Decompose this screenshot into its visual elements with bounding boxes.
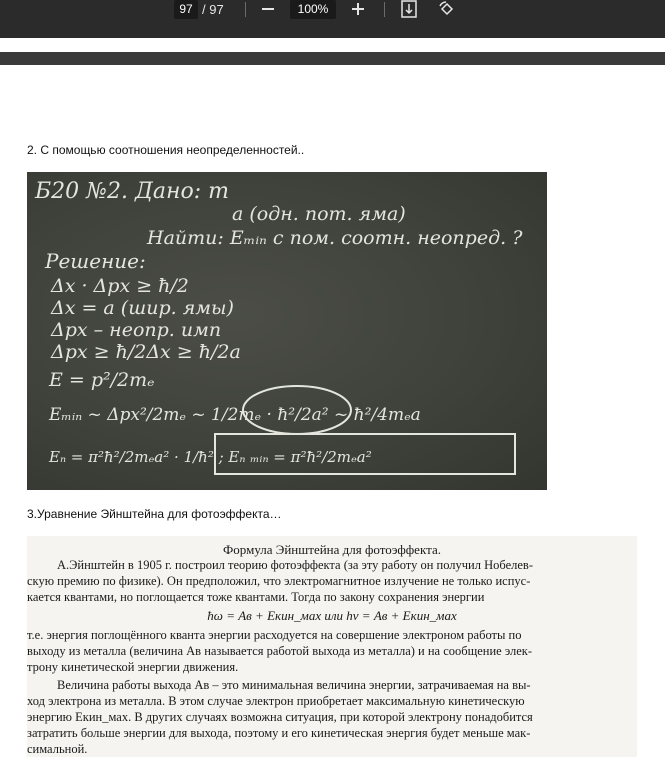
- scan-line: т.е. энергия поглощённого кванта энергии расходуется на совершение электроном работы по: [27, 628, 522, 642]
- scan-line: затратить больше энергии для выхода, поэтому и его кинетическая энергия будет меньше мак-: [27, 726, 531, 740]
- scan-title: Формула Эйнштейна для фотоэффекта.: [223, 542, 441, 557]
- hw-line-10: Eₘᵢₙ ~ Δpx²/2mₑ ~ 1/2mₑ · ħ²/2a² ~ ħ²/4mₑa: [49, 405, 421, 425]
- hw-line-6: Δx = a (шир. ямы): [51, 297, 234, 319]
- scan-line: Величина работы выхода Aв – это минимальная величина энергии, затрачиваемая на вы-: [57, 678, 531, 692]
- hw-line-8: Δpx ≥ ħ/2Δx ≥ ħ/2a: [51, 341, 241, 363]
- hw-line-1: Б20 №2. Дано: m: [35, 179, 229, 204]
- zoom-out-button[interactable]: [258, 0, 278, 19]
- scan-line: скую премию по физике). Он предположил, что электромагнитное излучение не только испус-: [27, 574, 531, 588]
- zoom-level-input[interactable]: 100%: [290, 0, 336, 19]
- hw-line-11: Eₙ = π²ħ²/2mₑa² · 1/ħ² ; Eₙ ₘᵢₙ = π²ħ²/2mₑa²: [49, 448, 372, 466]
- scan-line: А.Эйнштейн в 1905 г. построил теорию фотоэффекта (за эту работу он получил Нобелев-: [57, 558, 533, 572]
- handwritten-solution-photo: [27, 172, 547, 490]
- scan-line: ход электрона из металла. В этом случае электрон приобретает максимальную кинетическую: [27, 694, 525, 708]
- scan-line: энергию Eкин_мах. В других случаях возможна ситуация, при которой электрону понадобится: [27, 710, 533, 724]
- fit-page-icon: [400, 0, 418, 19]
- hw-line-9: E = p²/2mₑ: [49, 369, 155, 391]
- rotate-button[interactable]: [436, 0, 458, 19]
- viewer-gap: [0, 38, 665, 52]
- plus-icon: [351, 0, 365, 19]
- question-3-heading: 3.Уравнение Эйнштейна для фотоэффекта…: [27, 507, 282, 521]
- minus-icon: [261, 0, 275, 19]
- zoom-in-button[interactable]: [348, 0, 368, 19]
- current-page-input[interactable]: 97: [174, 0, 198, 19]
- hw-line-3: Найти: Eₘᵢₙ с пом. соотн. неопред. ?: [147, 227, 523, 249]
- hw-line-2: a (одн. пот. яма): [232, 203, 406, 225]
- hw-line-4: Решение:: [45, 249, 146, 273]
- hw-line-7: Δpx – неопр. имп: [51, 319, 222, 341]
- total-pages-label: / 97: [202, 2, 224, 17]
- scan-line: симальной.: [27, 742, 88, 756]
- toolbar-divider: [245, 2, 246, 17]
- toolbar-divider: [384, 2, 385, 17]
- scanned-textbook-excerpt: [27, 536, 637, 757]
- scan-line: трону кинетической энергии движения.: [27, 660, 239, 674]
- viewer-page-divider: [0, 52, 665, 65]
- rotate-icon: [438, 0, 456, 19]
- einstein-formula: ħω = Aв + Eкин_мах или hν = Aв + Eкин_мах: [207, 608, 457, 623]
- hw-line-5: Δx · Δpx ≥ ħ/2: [51, 275, 189, 297]
- scan-line: кается квантами, но поглощается тоже квантами. Тогда по закону сохранения энергии: [27, 590, 485, 604]
- scan-line: выходу из металла (величина Aв называется работой выхода из металла) и на сообщение элек-: [27, 644, 533, 658]
- fit-page-button[interactable]: [398, 0, 420, 19]
- pdf-toolbar: [0, 0, 665, 38]
- question-2-heading: 2. С помощью соотношения неопределенностей..: [27, 143, 305, 157]
